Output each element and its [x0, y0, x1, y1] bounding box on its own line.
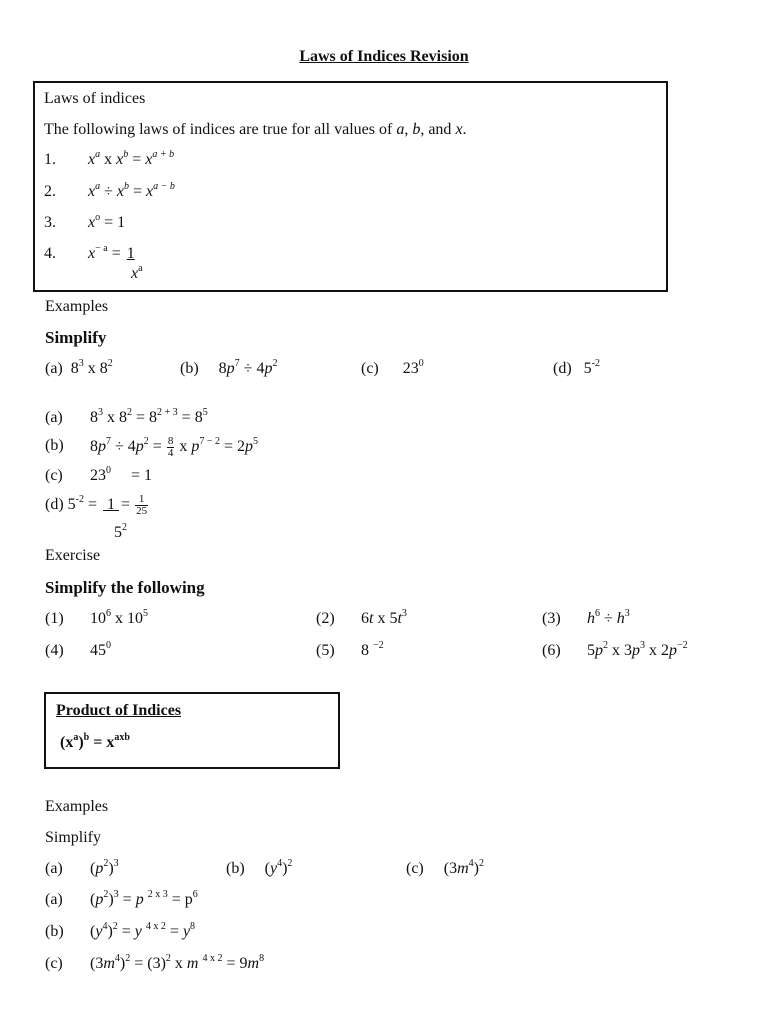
- examples2-solution-a-math: $(p^2)^3 = p$ $^{2 x 3} = p^6$: [90, 889, 198, 908]
- examples2-label: Examples: [45, 798, 109, 815]
- exercise-item-4: $45^0$: [90, 640, 111, 659]
- examples2-solution-c: (c): [45, 955, 63, 972]
- question-b: (b) $8p^7 \div 4p^2$: [180, 358, 278, 377]
- laws-heading: Laws of indices: [44, 90, 146, 107]
- exercise-item-3: $h^6 \div h^3$: [587, 608, 630, 627]
- page-title: Laws of Indices Revision: [299, 48, 469, 65]
- exercise-label: Exercise: [45, 547, 101, 564]
- law-3-formula: $x^o = 1$: [88, 212, 126, 231]
- exercise-item-5-label: (5): [316, 642, 335, 659]
- exercise-item-4-label: (4): [45, 642, 64, 659]
- solution-c-math: $23^0$ = 1: [90, 465, 153, 484]
- examples2-question-b: (b) $(y^4)^2$: [226, 858, 293, 877]
- laws-intro: The following laws of indices are true for all values of a, b, and x.: [44, 121, 467, 138]
- exercise-heading: Simplify the following: [45, 578, 205, 597]
- question-d: (d) $5^{-2}$: [553, 358, 600, 377]
- law-4-formula: $x^{- a} = 1$: [88, 243, 135, 262]
- examples2-question-c: (c) $(3m^4)^2$: [406, 858, 484, 877]
- examples2-question-a-math: $(p^2)^3$: [90, 858, 119, 877]
- question-c: (c) $23^0$: [361, 358, 424, 377]
- examples2-solution-b-math: $(y^4)^2 = y$ $^{4 x 2} = y^8$: [90, 921, 196, 940]
- examples2-subheading: Simplify: [45, 829, 102, 846]
- product-heading: Product of Indices: [56, 702, 182, 719]
- law-4-number: 4.: [44, 245, 56, 262]
- solution-d-denominator: $5^2$: [114, 522, 127, 541]
- solution-a: (a): [45, 409, 63, 426]
- exercise-item-3-label: (3): [542, 610, 561, 627]
- examples2-solution-b: (b): [45, 923, 64, 940]
- exercise-item-5: 8 $^{-2}$: [361, 640, 384, 659]
- solution-b: (b): [45, 437, 64, 454]
- simplify-heading: Simplify: [45, 328, 107, 347]
- solution-a-math: $8^3$ x $8^2 = 8^{2 + 3} = 8^5$: [90, 407, 208, 426]
- exercise-item-6: $5p^2$ x $3p^3$ x $2p^{-2}$: [587, 640, 688, 659]
- law-3-number: 3.: [44, 214, 56, 231]
- law-4-denominator: $x^a$: [131, 263, 143, 282]
- law-2-number: 2.: [44, 183, 56, 200]
- exercise-item-6-label: (6): [542, 642, 561, 659]
- law-2-formula: $x^a \div x^b = x^{a - b}$: [88, 181, 175, 200]
- solution-c: (c): [45, 467, 63, 484]
- exercise-item-1-label: (1): [45, 610, 64, 627]
- law-1-formula: $x^a$ x $x^b = x^{a + b}$: [88, 149, 175, 168]
- solution-b-math: $8p^7 \div 4p^2$ = $\frac{8}{4}$ x $p^{7 - 2} = 2p^5$: [90, 435, 258, 459]
- examples2-solution-a: (a): [45, 891, 63, 908]
- exercise-item-1: $10^6$ x $10^5$: [90, 608, 148, 627]
- question-a: (a) $8^3$ x $8^2$: [45, 358, 113, 377]
- law-1-number: 1.: [44, 151, 56, 168]
- product-formula: $(x^a)^b = x^{axb}$: [60, 732, 130, 751]
- exercise-item-2-label: (2): [316, 610, 335, 627]
- examples2-solution-c-math: $(3m^4)^2 = (3)^2$ x m $^{4 x 2} = 9m^8$: [90, 953, 265, 972]
- examples-label: Examples: [45, 298, 109, 315]
- exercise-item-2: 6t x $5t^3$: [361, 608, 407, 627]
- examples2-question-a: (a): [45, 860, 63, 877]
- solution-d: (d) $5^{-2} = 1$ = $\frac{1}{25}$: [45, 493, 148, 517]
